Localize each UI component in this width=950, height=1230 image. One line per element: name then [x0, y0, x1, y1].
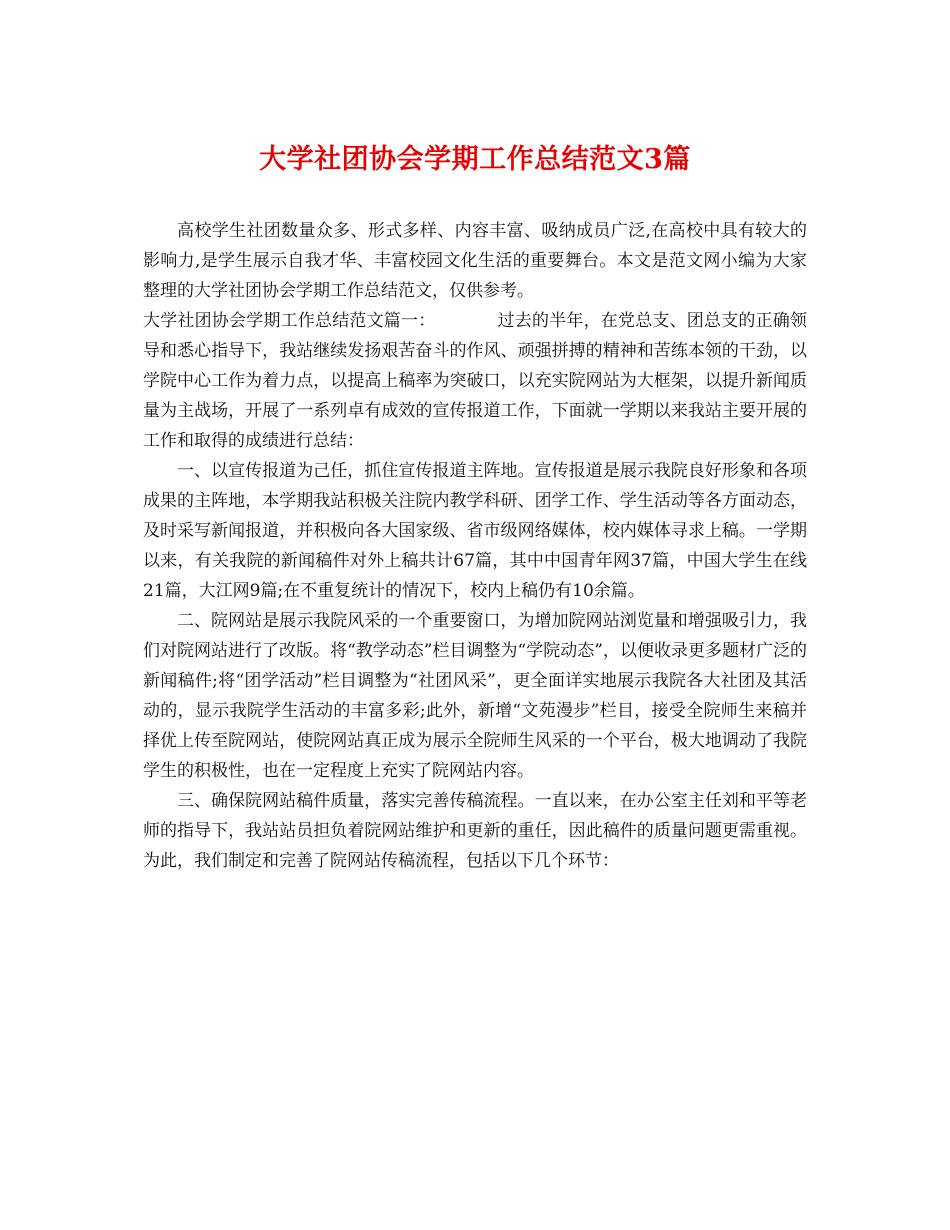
point-three-paragraph: 三、确保院网站稿件质量，落实完善传稿流程。一直以来，在办公室主任刘和平等老师的指导下，我站站员担负着院网站维护和更新的重任，因此稿件的质量问题更需重视。为此，我们制定和完善了院网站传稿流程，包括以下几个环节： [143, 791, 807, 871]
section-opening: 过去的半年，在党总支、团总支的正确领导和悉心指导下，我站继续发扬艰苦奋斗的作风、顽强拼搏的精神和苦练本领的干劲，以学院中心工作为着力点，以提高上稿率为突破口，以充实院网站为大框架，以提升新闻质量为主战场，开展了一系列卓有成效的宣传报道工作，下面就一学期以来我站主要开展的工作和取得的成绩进行总结： [143, 311, 808, 451]
point-one-paragraph: 一、以宣传报道为己任，抓住宣传报道主阵地。宣传报道是展示我院良好形象和各项成果的主阵地，本学期我站积极关注院内教学科研、团学工作、学生活动等各方面动态，及时采写新闻报道，并积极向各大国家级、省市级网络媒体，校内媒体寻求上稿。一学期以来，有关我院的新闻稿件对外上稿共计67篇，其中中国青年网37篇，中国大学生在线21篇，大江网9篇;在不重复统计的情况下，校内上稿仍有10余篇。 [143, 461, 807, 601]
document-body [143, 216, 807, 876]
section-one-paragraph [143, 306, 807, 456]
document-title: 大学社团协会学期工作总结范文3篇 [259, 144, 691, 175]
intro-paragraph: 高校学生社团数量众多、形式多样、内容丰富、吸纳成员广泛,在高校中具有较大的影响力,是学生展示自我才华、丰富校园文化生活的重要舞台。本文是范文网小编为大家整理的大学社团协会学期工作总结范文，仅供参考。 [143, 221, 807, 301]
section-heading: 大学社团协会学期工作总结范文篇一： [143, 311, 436, 331]
point-two-paragraph: 二、院网站是展示我院风采的一个重要窗口，为增加院网站浏览量和增强吸引力，我们对院网站进行了改版。将“教学动态”栏目调整为“学院动态”，以便收录更多题材广泛的新闻稿件;将“团学活动”栏目调整为“社团风采”，更全面详实地展示我院各大社团及其活动的，显示我院学生活动的丰富多彩;此外，新增“文苑漫步”栏目，接受全院师生来稿并择优上传至院网站，使院网站真正成为展示全院师生风采的一个平台，极大地调动了我院学生的积极性，也在一定程度上充实了院网站内容。 [143, 611, 807, 781]
